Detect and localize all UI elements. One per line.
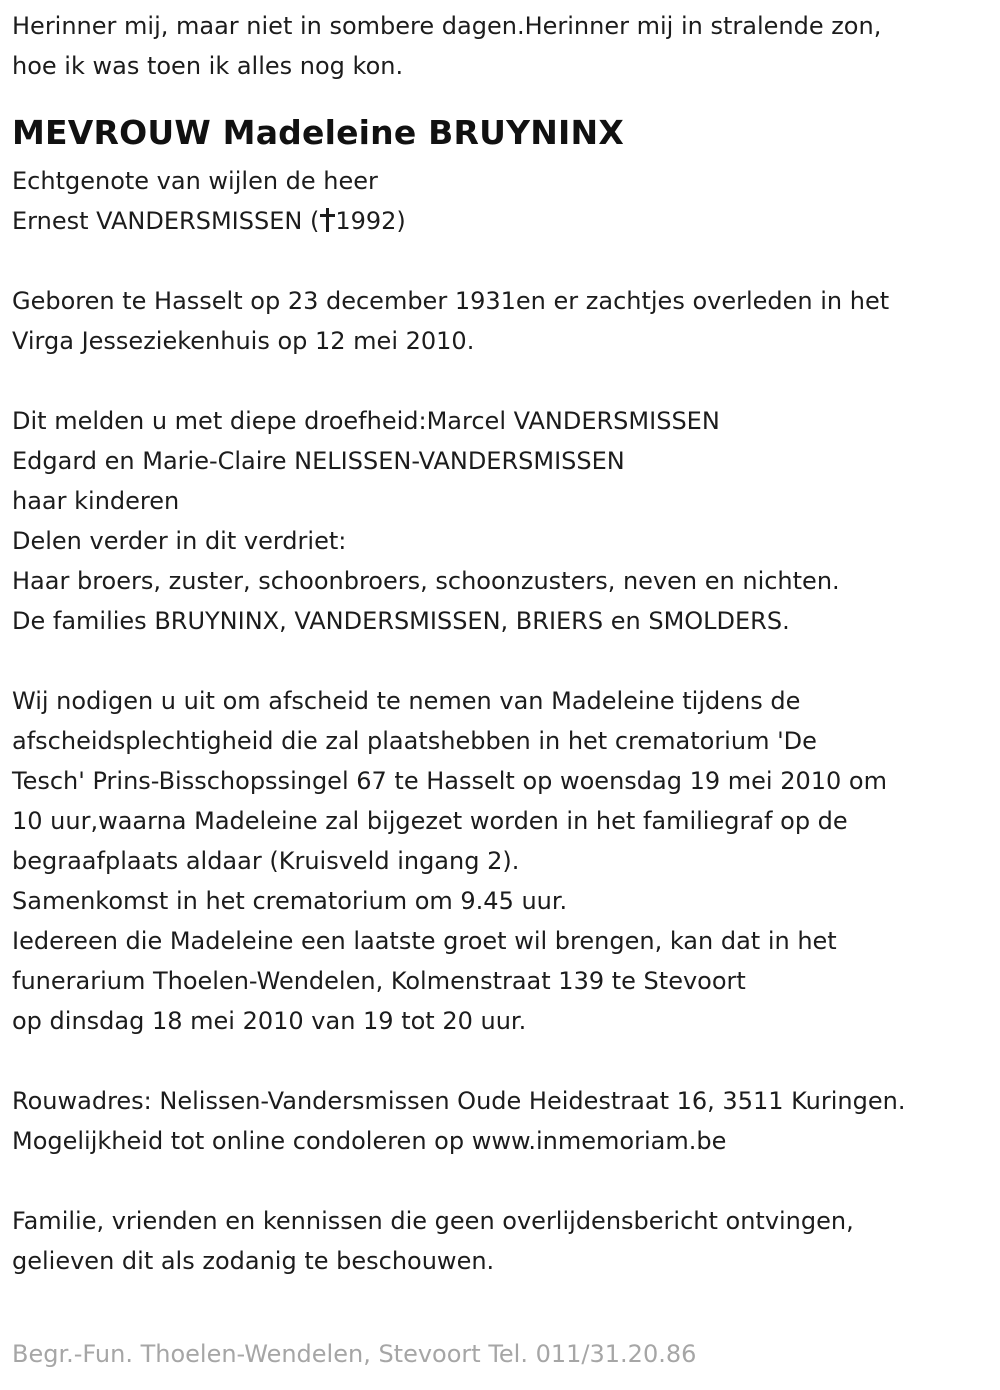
notice-line: gelieven dit als zodanig te beschouwen.	[12, 1247, 495, 1275]
spouse-info	[12, 161, 988, 241]
birth-line: Virga Jesseziekenhuis op 12 mei 2010.	[12, 327, 475, 355]
spouse-name-line	[12, 201, 988, 241]
ceremony-line: Wij nodigen u uit om afscheid te nemen van Madeleine tijdens de	[12, 687, 801, 715]
birth-line: Geboren te Hasselt op 23 december 1931en er zachtjes overleden in het	[12, 287, 890, 315]
cross-icon	[320, 208, 334, 232]
spacer	[12, 1161, 988, 1201]
poem	[12, 6, 988, 86]
family-line: haar kinderen	[12, 487, 180, 515]
family-line: De families BRUYNINX, VANDERSMISSEN, BRIERS en SMOLDERS.	[12, 607, 790, 635]
ceremony-line: funerarium Thoelen-Wendelen, Kolmenstraat 139 te Stevoort	[12, 967, 746, 995]
ceremony-line: Samenkomst in het crematorium om 9.45 uur.	[12, 887, 568, 915]
ceremony-line: begraafplaats aldaar (Kruisveld ingang 2).	[12, 847, 520, 875]
ceremony-line: Iedereen die Madeleine een laatste groet wil brengen, kan dat in het	[12, 927, 837, 955]
funeral-home-footer: Begr.-Fun. Thoelen-Wendelen, Stevoort Tel. 011/31.20.86	[12, 1340, 697, 1368]
notice	[12, 1201, 988, 1281]
family-line: Delen verder in dit verdriet:	[12, 527, 347, 555]
ceremony-line: afscheidsplechtigheid die zal plaatshebben in het crematorium 'De	[12, 727, 817, 755]
spouse-line: Echtgenote van wijlen de heer	[12, 167, 378, 195]
ceremony-line: 10 uur,waarna Madeleine zal bijgezet worden in het familiegraf op de	[12, 807, 848, 835]
spacer	[12, 1041, 988, 1081]
ceremony-line: op dinsdag 18 mei 2010 van 19 tot 20 uur.	[12, 1007, 527, 1035]
family-line: Haar broers, zuster, schoonbroers, schoonzusters, neven en nichten.	[12, 567, 840, 595]
notice-line: Familie, vrienden en kennissen die geen overlijdensbericht ontvingen,	[12, 1207, 854, 1235]
birth-death-info	[12, 281, 988, 361]
ceremony-line: Tesch' Prins-Bisschopssingel 67 te Hasselt op woensdag 19 mei 2010 om	[12, 767, 887, 795]
family-line: Dit melden u met diepe droefheid:Marcel VANDERSMISSEN	[12, 407, 720, 435]
spacer	[12, 641, 988, 681]
family-announcement	[12, 401, 988, 641]
ceremony-info	[12, 681, 988, 1041]
family-line: Edgard en Marie-Claire NELISSEN-VANDERSMISSEN	[12, 447, 625, 475]
spouse-death-year: 1992)	[335, 207, 406, 235]
poem-line: hoe ik was toen ik alles nog kon.	[12, 52, 404, 80]
address-line: Rouwadres: Nelissen-Vandersmissen Oude Heidestraat 16, 3511 Kuringen.	[12, 1087, 906, 1115]
spouse-name: Ernest VANDERSMISSEN (	[12, 207, 320, 235]
deceased-name-heading: MEVROUW Madeleine BRUYNINX	[12, 113, 624, 152]
spacer	[12, 241, 988, 281]
spacer	[12, 361, 988, 401]
poem-line: Herinner mij, maar niet in sombere dagen.Herinner mij in stralende zon,	[12, 12, 882, 40]
mourning-address	[12, 1081, 988, 1161]
address-line: Mogelijkheid tot online condoleren op www.inmemoriam.be	[12, 1127, 727, 1155]
